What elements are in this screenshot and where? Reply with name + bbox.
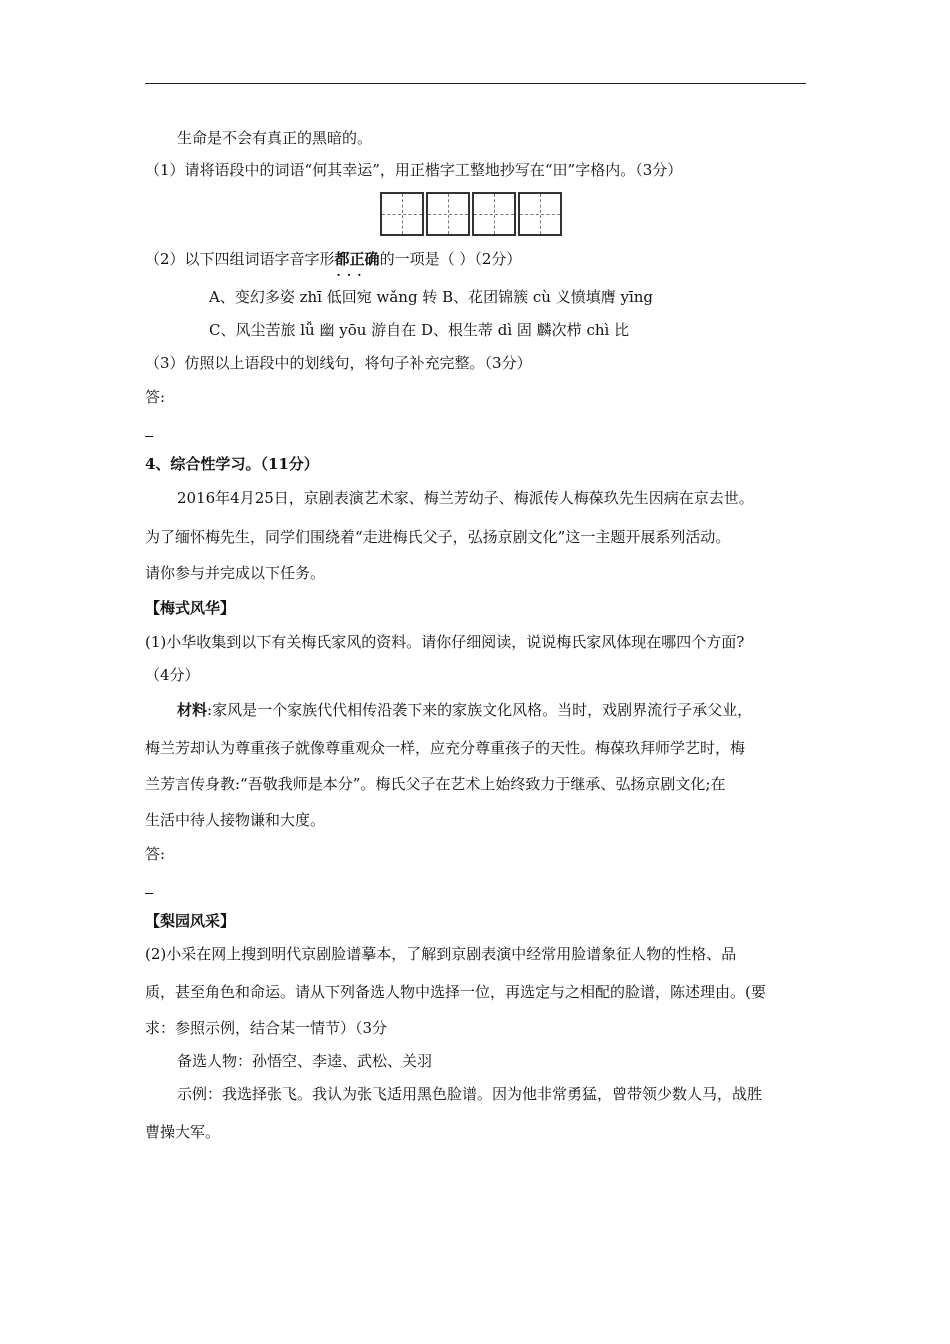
tianzige-cell[interactable] [518, 192, 562, 236]
tianzige-cell[interactable] [426, 192, 470, 236]
question-5: 质，甚至角色和命运。请从下列备选人物中选择一位，再选定与之相配的脸谱，陈述理由。(要 [145, 983, 766, 1001]
answer-label: 答: [145, 845, 166, 863]
candidates-line: 备选人物：孙悟空、李逵、武松、关羽 [177, 1052, 433, 1070]
answer-label: 答: [145, 388, 166, 406]
material-line: 生活中待人接物谦和大度。 [145, 811, 326, 829]
section-4-heading: 4、综合性学习。（11分） [145, 455, 319, 473]
example-line: 曹操大军。 [145, 1123, 221, 1141]
answer-blank[interactable] [145, 893, 153, 894]
paragraph-line: 2016年4月25日，京剧表演艺术家、梅兰芳幼子、梅派传人梅葆玖先生因病在京去世。 [177, 489, 754, 507]
question-5: 求：参照示例，结合某一情节）（3分 [145, 1019, 388, 1037]
tianzige-grid [380, 192, 564, 236]
question-4: (1)小华收集到以下有关梅氏家风的资料。请你仔细阅读，说说梅氏家风体现在哪四个方面? [145, 633, 745, 651]
header-rule [145, 83, 806, 84]
answer-blank[interactable] [145, 436, 153, 437]
question-2-text: （2）以下四组词语字音字形 [145, 250, 335, 268]
tianzige-cell[interactable] [472, 192, 516, 236]
material-line [177, 700, 752, 720]
subsection-heading: 【梅式风华】 [145, 599, 236, 617]
question-1: （1）请将语段中的词语“何其幸运”，用正楷字工整地抄写在“田”字格内。（3分） [145, 161, 683, 179]
option-a-b: A、变幻多姿 zhī 低回宛 wǎng 转 B、花团锦簇 cù 义愤填膺 yīng [209, 288, 654, 306]
question-5: (2)小采在网上搜到明代京剧脸谱摹本，了解到京剧表演中经常用脸谱象征人物的性格、品 [145, 945, 737, 963]
question-3: （3）仿照以上语段中的划线句，将句子补充完整。（3分） [145, 354, 532, 372]
question-2 [145, 249, 521, 269]
option-c-d: C、风尘苦旅 lǚ 幽 yōu 游自在 D、根生蒂 dì 固 麟次栉 chì 比 [209, 321, 630, 339]
tianzige-cell[interactable] [380, 192, 424, 236]
material-label: 材料 [177, 701, 208, 719]
emphasis-text: 都正确 · · · [335, 250, 380, 268]
subsection-heading: 【梨园风采】 [145, 912, 236, 930]
material-line: 兰芳言传身教:“吾敬我师是本分”。梅氏父子在艺术上始终致力于继承、弘扬京剧文化;在 [145, 775, 726, 793]
paragraph-line: 为了缅怀梅先生，同学们围绕着“走进梅氏父子，弘扬京剧文化”这一主题开展系列活动。 [145, 528, 731, 546]
text-line: 生命是不会有真正的黑暗的。 [177, 129, 373, 147]
example-line: 示例：我选择张飞。我认为张飞适用黑色脸谱。因为他非常勇猛，曾带领少数人马，战胜 [177, 1085, 763, 1103]
question-4-score: （4分） [145, 666, 200, 684]
paragraph-line: 请你参与并完成以下任务。 [145, 564, 326, 582]
question-2-text: 的一项是（ ）（2分） [379, 250, 522, 268]
material-text: :家风是一个家族代代相传沿袭下来的家族文化风格。当时，戏剧界流行子承父业， [207, 701, 753, 719]
material-line: 梅兰芳却认为尊重孩子就像尊重观众一样，应充分尊重孩子的天性。梅葆玖拜师学艺时，梅 [145, 739, 746, 757]
